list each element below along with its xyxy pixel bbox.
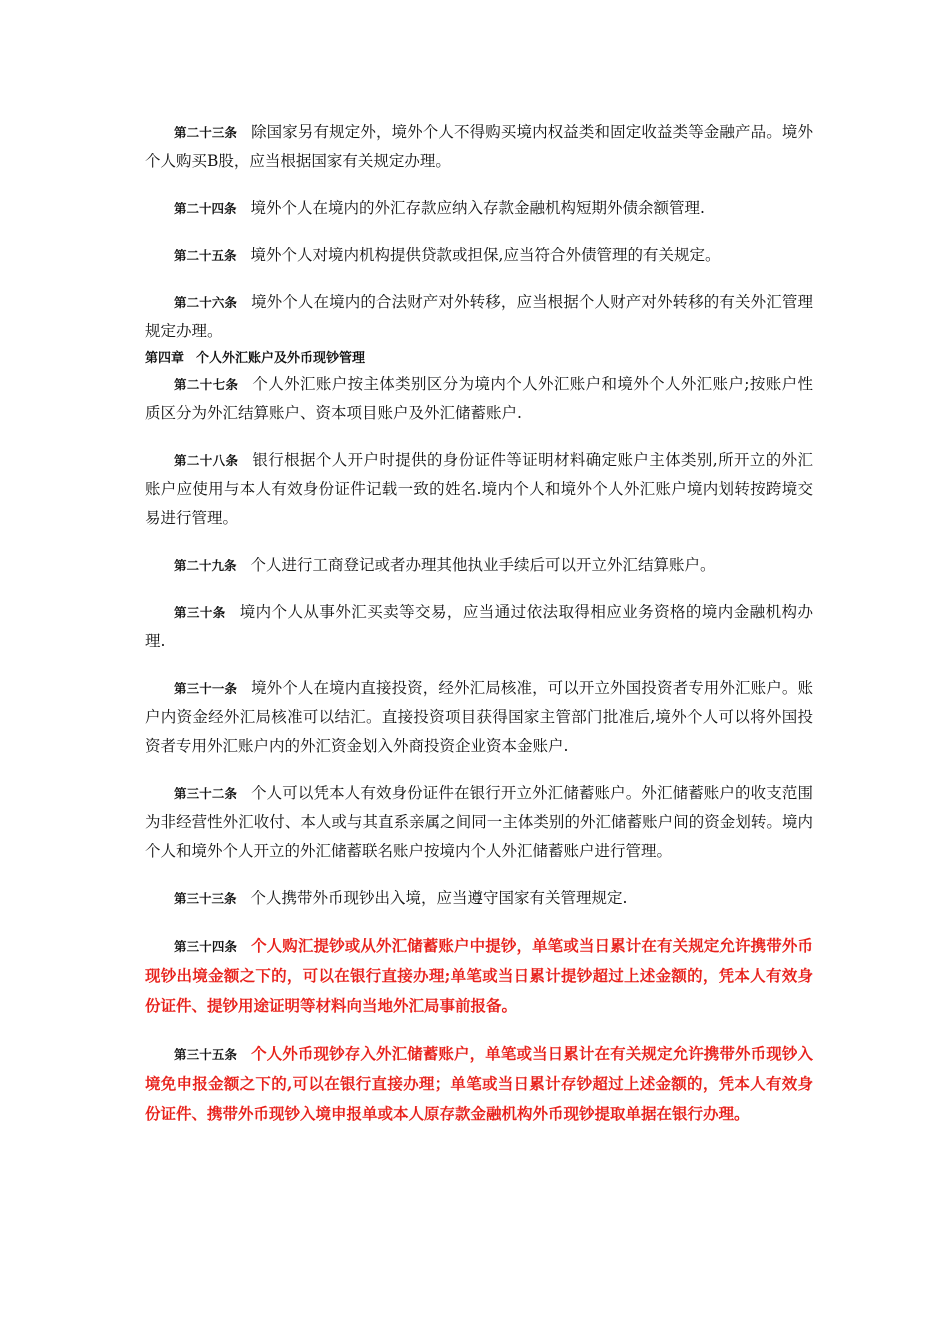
article-33 bbox=[145, 884, 813, 913]
article-text-highlighted: 个人外币现钞存入外汇储蓄账户，单笔或当日累计在有关规定允许携带外币现钞入境免申报金额之下的,可以在银行直接办理；单笔或当日累计存钞超过上述金额的，凭本人有效身份证件、携带外币现钞入境申报单或本人原存款金融机构外币现钞提取单据在银行办理。 bbox=[145, 1044, 813, 1123]
article-text: 境外个人在境内的外汇存款应纳入存款金融机构短期外债余额管理. bbox=[250, 199, 705, 217]
article-text: 境外个人对境内机构提供贷款或担保,应当符合外债管理的有关规定。 bbox=[250, 246, 721, 264]
article-text: 个人携带外币现钞出入境，应当遵守国家有关管理规定. bbox=[250, 889, 628, 907]
article-number: 第三十条 bbox=[174, 605, 226, 620]
chapter-title: 个人外汇账户及外币现钞管理 bbox=[196, 351, 366, 366]
article-number: 第三十三条 bbox=[174, 891, 237, 906]
article-32 bbox=[145, 779, 813, 866]
article-text: 银行根据个人开户时提供的身份证件等证明材料确定账户主体类别,所开立的外汇账户应使用与本人有效身份证件记载一致的姓名.境内个人和境外个人外汇账户境内划转按跨境交易进行管理。 bbox=[145, 451, 813, 527]
document-page bbox=[145, 118, 813, 1147]
article-text: 境外个人在境内直接投资，经外汇局核准，可以开立外国投资者专用外汇账户。账户内资金经外汇局核准可以结汇。直接投资项目获得国家主管部门批准后,境外个人可以将外国投资者专用外汇账户内的外汇资金划入外商投资企业资本金账户. bbox=[145, 679, 813, 755]
article-text: 除国家另有规定外，境外个人不得购买境内权益类和固定收益类等金融产品。境外个人购买B股，应当根据国家有关规定办理。 bbox=[145, 123, 813, 170]
article-text: 个人可以凭本人有效身份证件在银行开立外汇储蓄账户。外汇储蓄账户的收支范围为非经营性外汇收付、本人或与其直系亲属之间同一主体类别的外汇储蓄账户间的资金划转。境内个人和境外个人开立的外汇储蓄联名账户按境内个人外汇储蓄账户进行管理。 bbox=[145, 784, 813, 860]
article-number: 第二十八条 bbox=[174, 453, 239, 468]
article-text: 个人进行工商登记或者办理其他执业手续后可以开立外汇结算账户。 bbox=[250, 556, 716, 574]
article-number: 第三十五条 bbox=[174, 1047, 238, 1062]
article-31 bbox=[145, 674, 813, 761]
article-number: 第二十四条 bbox=[174, 201, 237, 216]
article-number: 第三十四条 bbox=[174, 939, 238, 954]
article-34 bbox=[145, 931, 813, 1021]
article-text: 境外个人在境内的合法财产对外转移，应当根据个人财产对外转移的有关外汇管理规定办理。 bbox=[145, 293, 813, 340]
article-35 bbox=[145, 1039, 813, 1129]
article-number: 第二十九条 bbox=[174, 558, 237, 573]
article-number: 第二十三条 bbox=[174, 125, 238, 140]
article-number: 第二十七条 bbox=[174, 377, 239, 392]
article-30 bbox=[145, 598, 813, 656]
chapter-number: 第四章 bbox=[145, 351, 185, 366]
article-23 bbox=[145, 118, 813, 176]
article-text: 境内个人从事外汇买卖等交易，应当通过依法取得相应业务资格的境内金融机构办理. bbox=[145, 603, 813, 650]
article-28 bbox=[145, 446, 813, 533]
article-24 bbox=[145, 194, 813, 223]
article-number: 第三十二条 bbox=[174, 786, 238, 801]
article-text-highlighted: 个人购汇提钞或从外汇储蓄账户中提钞，单笔或当日累计在有关规定允许携带外币现钞出境金额之下的，可以在银行直接办理;单笔或当日累计提钞超过上述金额的，凭本人有效身份证件、提钞用途证明等材料向当地外汇局事前报备。 bbox=[145, 936, 813, 1015]
article-26 bbox=[145, 288, 813, 346]
article-27 bbox=[145, 370, 813, 428]
chapter-heading bbox=[145, 348, 813, 370]
article-29 bbox=[145, 551, 813, 580]
article-text: 个人外汇账户按主体类别区分为境内个人外汇账户和境外个人外汇账户;按账户性质区分为外汇结算账户、资本项目账户及外汇储蓄账户. bbox=[145, 375, 813, 422]
article-number: 第三十一条 bbox=[174, 681, 238, 696]
article-number: 第二十五条 bbox=[174, 248, 237, 263]
article-25 bbox=[145, 241, 813, 270]
article-number: 第二十六条 bbox=[174, 295, 238, 310]
